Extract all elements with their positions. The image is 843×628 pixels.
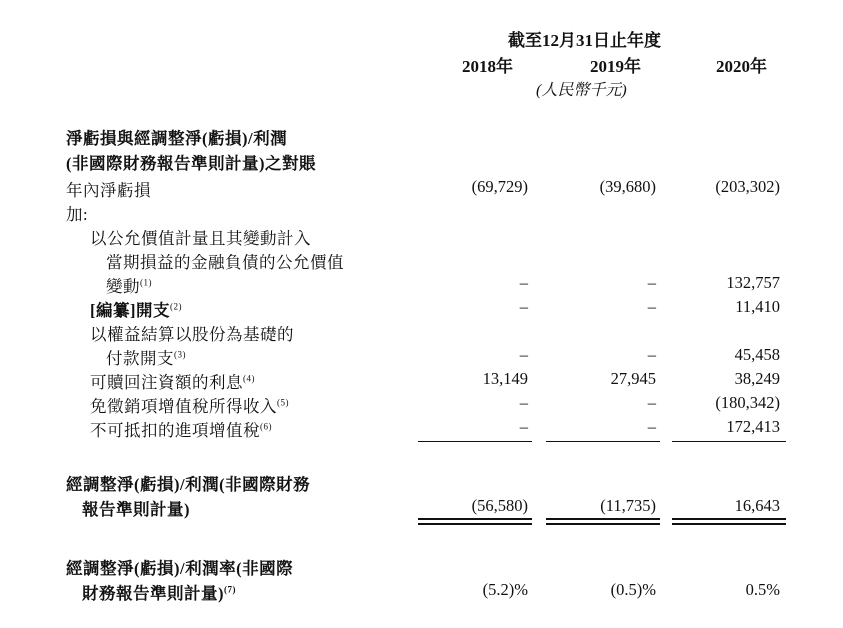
row-value-2018: – bbox=[519, 297, 528, 316]
total-rule-top-2019 bbox=[546, 518, 660, 520]
row-label-with-note bbox=[90, 297, 182, 321]
row-label: 加: bbox=[66, 205, 89, 224]
adjusted-value-2018: (56,580) bbox=[471, 496, 528, 515]
row-label-with-note bbox=[90, 417, 272, 441]
row-label: 年內淨虧損 bbox=[66, 181, 151, 200]
row-label: 以權益結算以股份為基礎的 bbox=[90, 325, 294, 344]
year-2018-header: 2018年 bbox=[462, 57, 513, 76]
row-label: 以公允價值計量且其變動計入 bbox=[90, 229, 311, 248]
footnote-ref: (5) bbox=[277, 397, 289, 408]
row-value-2018: – bbox=[519, 417, 528, 436]
row-value-2020: (203,302) bbox=[715, 177, 780, 196]
row-label-with-note bbox=[106, 345, 186, 369]
margin-label-line2: 財務報告準則計量) bbox=[82, 584, 224, 603]
row-value-2019: – bbox=[647, 417, 656, 436]
row-label-with-note bbox=[90, 393, 289, 417]
total-rule-top-2020 bbox=[672, 518, 786, 520]
margin-value-2020: 0.5% bbox=[745, 580, 780, 599]
row-value-2018: – bbox=[519, 393, 528, 412]
row-value-2020: 45,458 bbox=[734, 345, 780, 364]
row-label-with-note bbox=[106, 273, 152, 297]
footnote-ref: (7) bbox=[224, 584, 236, 595]
footnote-ref: (3) bbox=[174, 349, 186, 360]
row-value-2019: (39,680) bbox=[599, 177, 656, 196]
subtotal-rule-2018 bbox=[418, 441, 532, 442]
adjusted-label-line1: 經調整淨(虧損)/利潤(非國際財務 bbox=[66, 475, 311, 494]
row-label-text: 可贖回注資額的利息 bbox=[90, 373, 243, 392]
period-header: 截至12月31日止年度 bbox=[508, 31, 661, 50]
row-value-2020: 172,413 bbox=[726, 417, 780, 436]
adjusted-value-2020: 16,643 bbox=[734, 496, 780, 515]
margin-label-line1: 經調整淨(虧損)/利潤率(非國際 bbox=[66, 559, 294, 578]
year-2019-header: 2019年 bbox=[590, 57, 641, 76]
subtotal-rule-2019 bbox=[546, 441, 660, 442]
row-label-text: [編纂]開支 bbox=[90, 301, 170, 320]
section-title-line1: 淨虧損與經調整淨(虧損)/利潤 bbox=[66, 129, 288, 148]
row-value-2020: (180,342) bbox=[715, 393, 780, 412]
row-value-2020: 132,757 bbox=[726, 273, 780, 292]
row-label-with-note bbox=[90, 369, 255, 393]
row-value-2018: – bbox=[519, 273, 528, 292]
row-value-2018: (69,729) bbox=[471, 177, 528, 196]
row-value-2020: 38,249 bbox=[734, 369, 780, 388]
row-value-2018: – bbox=[519, 345, 528, 364]
row-label-text: 變動 bbox=[106, 277, 140, 296]
adjusted-value-2019: (11,735) bbox=[600, 496, 656, 515]
row-value-2019: – bbox=[647, 345, 656, 364]
unit-label: (人民幣千元) bbox=[536, 82, 627, 99]
row-value-2019: – bbox=[647, 393, 656, 412]
row-label-text: 免徵銷項增值稅所得收入 bbox=[90, 397, 277, 416]
row-value-2020: 11,410 bbox=[735, 297, 780, 316]
margin-value-2019: (0.5)% bbox=[610, 580, 656, 599]
subtotal-rule-2020 bbox=[672, 441, 786, 442]
row-value-2019: – bbox=[647, 297, 656, 316]
row-label-text: 付款開支 bbox=[106, 349, 174, 368]
total-rule-top-2018 bbox=[418, 518, 532, 520]
row-label-text: 不可抵扣的進項增值稅 bbox=[90, 421, 260, 440]
margin-value-2018: (5.2)% bbox=[482, 580, 528, 599]
section-title-line2: (非國際財務報告準則計量)之對賬 bbox=[66, 154, 316, 173]
total-rule-bottom-2020 bbox=[672, 523, 786, 525]
row-value-2018: 13,149 bbox=[482, 369, 528, 388]
margin-label-line2-with-note bbox=[82, 580, 236, 604]
year-2020-header: 2020年 bbox=[716, 57, 767, 76]
row-label: 當期損益的金融負債的公允價值 bbox=[106, 253, 344, 272]
row-value-2019: 27,945 bbox=[610, 369, 656, 388]
adjusted-label-line2: 報告準則計量) bbox=[82, 500, 190, 519]
footnote-ref: (1) bbox=[140, 277, 152, 288]
row-value-2019: – bbox=[647, 273, 656, 292]
footnote-ref: (4) bbox=[243, 373, 255, 384]
footnote-ref: (2) bbox=[170, 301, 182, 312]
total-rule-bottom-2019 bbox=[546, 523, 660, 525]
footnote-ref: (6) bbox=[260, 421, 272, 432]
total-rule-bottom-2018 bbox=[418, 523, 532, 525]
